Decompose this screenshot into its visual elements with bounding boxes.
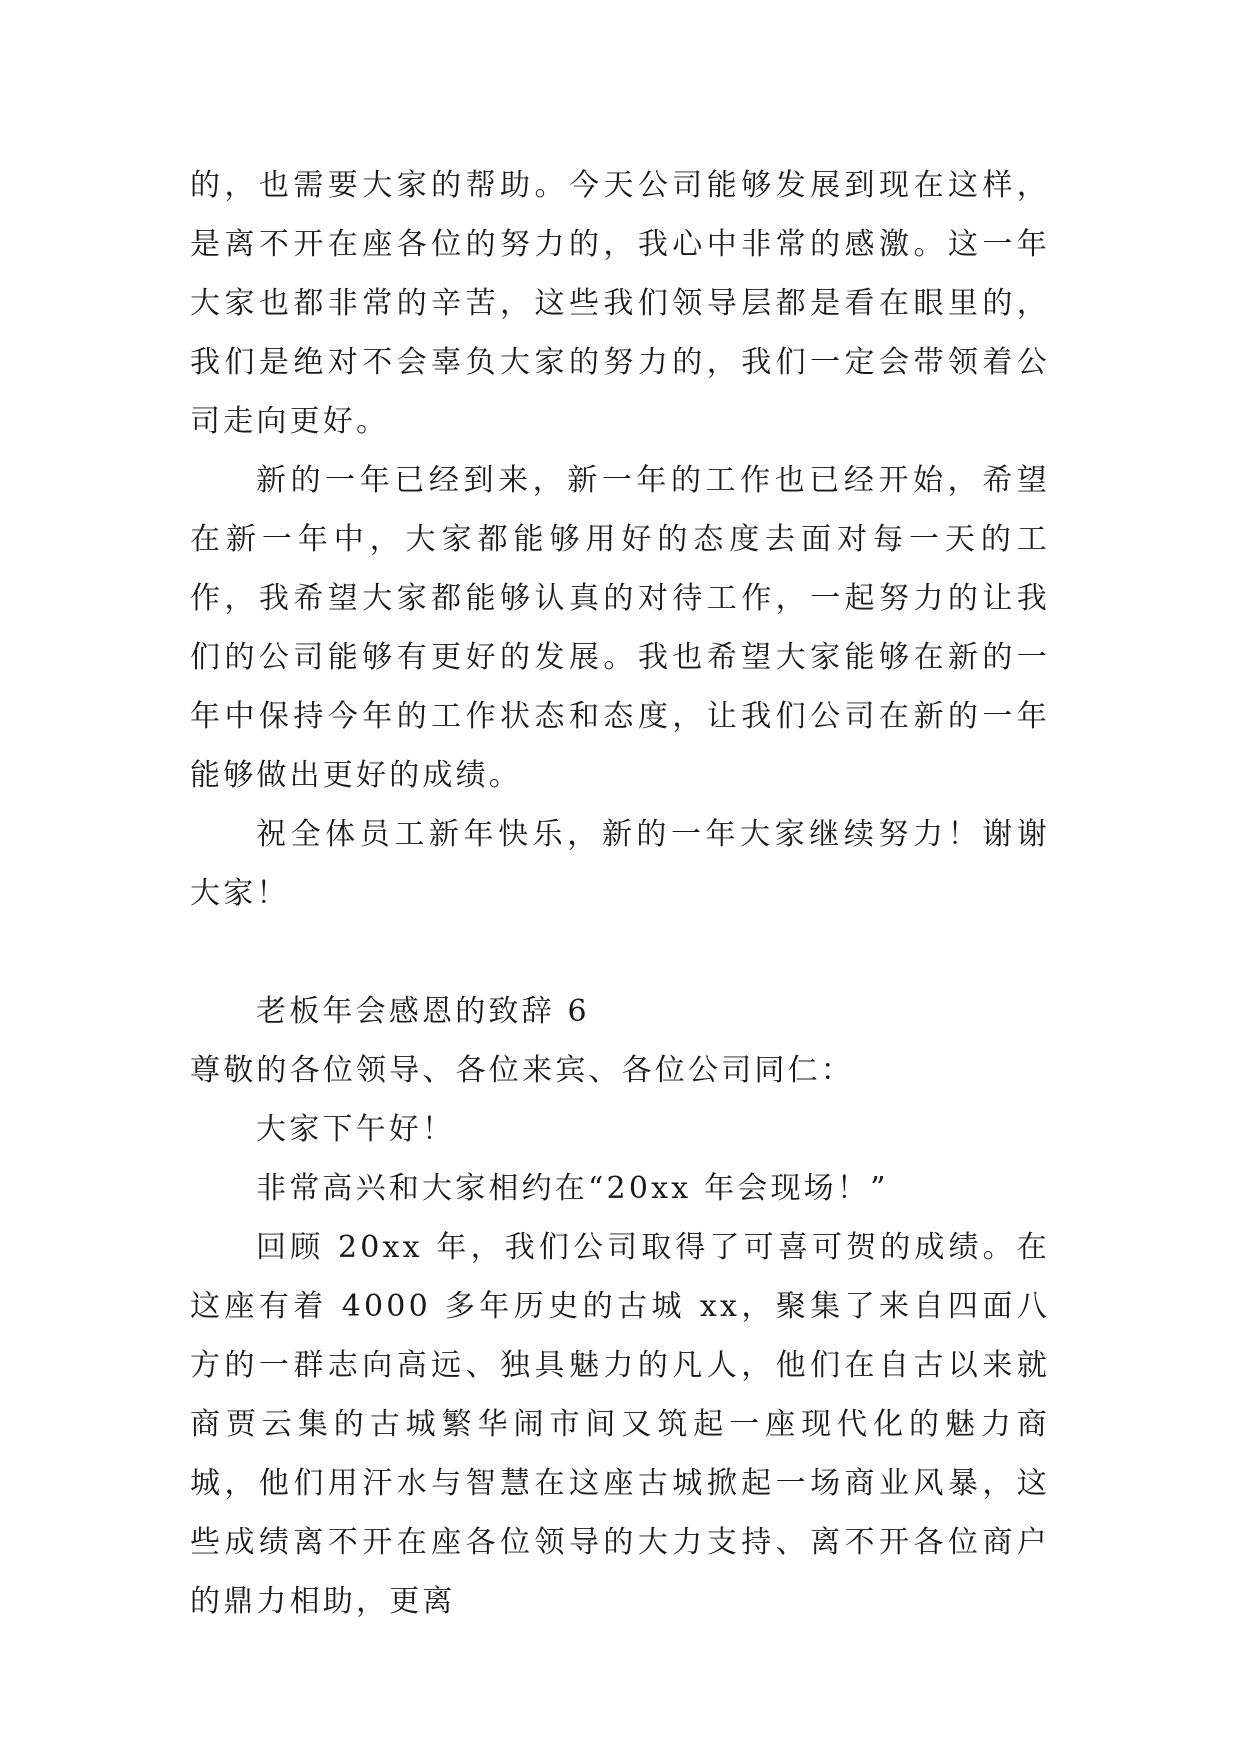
paragraph-3: 祝全体员工新年快乐，新的一年大家继续努力！谢谢大家！: [190, 817, 1050, 911]
greeting: 大家下午好！: [256, 1112, 456, 1147]
section-gap: [190, 923, 1050, 982]
salutation: 尊敬的各位领导、各位来宾、各位公司同仁：: [190, 1053, 854, 1088]
paragraph-2: 新的一年已经到来，新一年的工作也已经开始，希望在新一年中，大家都能够用好的态度去面对每一天的工作，我希望大家都能够认真的对待工作，一起努力的让我们的公司能够有更好的发展。我也希望大家能够在新的一年中保持今年的工作状态和态度，让我们公司在新的一年能够做出更好的成绩。: [190, 463, 1050, 793]
paragraph-1: 的，也需要大家的帮助。今天公司能够发展到现在这样，是离不开在座各位的努力的，我心中非常的感激。这一年大家也都非常的辛苦，这些我们领导层都是看在眼里的，我们是绝对不会辜负大家的努力的，我们一定会带领着公司走向更好。: [190, 168, 1050, 439]
body-paragraph: 回顾 20xx 年，我们公司取得了可喜可贺的成绩。在这座有着 4000 多年历史的古城 xx，聚集了来自四面八方的一群志向高远、独具魅力的凡人，他们在自古以来就商贾云集的古城繁华闹市间又筑起一座现代化的魅力商城，他们用汗水与智慧在这座古城掀起一场商业风暴，这些成绩离不开在座各位领导的大力支持、离不开各位商户的鼎力相助，更离: [190, 1230, 1050, 1619]
section-title: 老板年会感恩的致辞 6: [256, 994, 590, 1029]
opening-line: 非常高兴和大家相约在“20xx 年会现场！”: [256, 1171, 889, 1206]
document-body: [190, 156, 1050, 1631]
